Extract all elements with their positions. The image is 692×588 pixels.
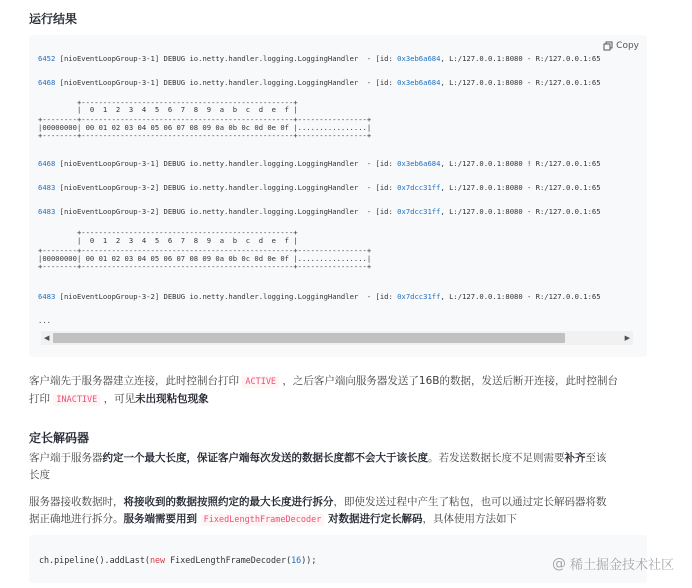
log-line <box>38 183 601 193</box>
log-text: [nioEventLoopGroup-3-1] DEBUG io.netty.handler.logging.LoggingHandler - [id: <box>55 54 398 63</box>
log-line <box>38 316 51 326</box>
log-tail: , L:/127.0.0.1:8080 ! R:/127.0.0.1:65 <box>440 159 601 168</box>
log-num: 6483 <box>38 183 56 192</box>
text: ，可见 <box>100 393 136 405</box>
code-keyword: new <box>149 555 166 565</box>
log-id: 0x7dcc31ff <box>397 183 441 192</box>
log-id: 0x3eb6a684 <box>397 78 441 87</box>
copy-label: Copy <box>616 41 639 51</box>
log-line <box>38 236 298 246</box>
log-text: [nioEventLoopGroup-3-2] DEBUG io.netty.handler.logging.LoggingHandler - [id: <box>55 207 398 216</box>
paragraph-server-decode <box>29 494 654 529</box>
log-tail: , L:/127.0.0.1:8080 - R:/127.0.0.1:65 <box>440 78 601 87</box>
horizontal-scrollbar[interactable] <box>41 331 633 345</box>
code-part: )); <box>301 555 317 565</box>
log-table-text: +-------------------------------------------------+ <box>38 98 298 107</box>
heading-decoder: 定长解码器 <box>29 431 90 445</box>
log-table-text: +--------+-------------------------------------------------+----------------+ <box>38 262 372 271</box>
heading-result: 运行结果 <box>29 12 78 26</box>
bold-text: 对数据进行定长解码 <box>324 513 423 525</box>
inline-code-active: ACTIVE <box>242 376 279 388</box>
log-table-text: | 0 1 2 3 4 5 6 7 8 9 a b c d e f | <box>38 236 298 245</box>
log-num: 6468 <box>38 159 56 168</box>
log-text: [nioEventLoopGroup-3-1] DEBUG io.netty.handler.logging.LoggingHandler - [id: <box>55 159 398 168</box>
log-num: 6483 <box>38 207 56 216</box>
log-line <box>38 292 601 302</box>
inline-code-inactive: INACTIVE <box>53 394 100 406</box>
log-tail: , L:/127.0.0.1:8080 - R:/127.0.0.1:65 <box>440 183 601 192</box>
bold-text: 未出现粘包现象 <box>135 393 209 405</box>
text: ，具体使用方法如下 <box>422 513 518 525</box>
text: 服务器接收数据时， <box>29 496 124 508</box>
watermark-text: 稀土掘金技术社区 <box>569 558 674 573</box>
log-table-text: |00000000| 00 01 02 03 04 05 06 07 08 09 0a 0b 0c 0d 0e 0f |................| <box>38 254 372 263</box>
text: 至该 <box>585 452 607 464</box>
log-table-text: | 0 1 2 3 4 5 6 7 8 9 a b c d e f | <box>38 105 298 114</box>
bold-text: 补齐 <box>564 452 586 464</box>
log-text: [nioEventLoopGroup-3-2] DEBUG io.netty.handler.logging.LoggingHandler - [id: <box>55 292 398 301</box>
at-icon: @ <box>551 555 566 572</box>
scroll-left-icon[interactable]: ◀ <box>44 334 50 342</box>
log-table-text: +--------+-------------------------------------------------+----------------+ <box>38 131 372 140</box>
scroll-right-icon[interactable]: ▶ <box>624 334 630 342</box>
copy-button[interactable] <box>603 41 639 51</box>
log-line <box>38 159 601 169</box>
log-id: 0x7dcc31ff <box>397 292 441 301</box>
copy-icon <box>603 41 613 51</box>
log-num: 6483 <box>38 292 56 301</box>
bold-text: 约定一个最大长度，保证客户端每次发送的数据长度都不会大于该长度 <box>102 452 428 464</box>
text: 长度 <box>29 469 50 481</box>
text: 客户端先于服务器建立连接，此时控制台打印 <box>29 375 243 387</box>
log-table-text: +--------+-------------------------------------------------+----------------+ <box>38 115 372 124</box>
log-id: 0x3eb6a684 <box>397 54 441 63</box>
log-id: 0x3eb6a684 <box>397 159 441 168</box>
log-tail: , L:/127.0.0.1:8080 - R:/127.0.0.1:65 <box>440 54 601 63</box>
usage-code <box>39 555 316 565</box>
watermark <box>552 554 674 573</box>
bold-text: 服务端需要用到 <box>123 513 201 525</box>
log-num: 6452 <box>38 54 56 63</box>
log-id: 0x7dcc31ff <box>397 207 441 216</box>
paragraph-max-length <box>29 450 654 484</box>
text: 客户端于服务器 <box>29 452 103 464</box>
paragraph-connection <box>29 373 654 409</box>
log-table-text: +--------+-------------------------------------------------+----------------+ <box>38 246 372 255</box>
log-table-text: |00000000| 00 01 02 03 04 05 06 07 08 09 0a 0b 0c 0d 0e 0f |................| <box>38 123 372 132</box>
log-table-text: ... <box>38 316 51 325</box>
log-text: [nioEventLoopGroup-3-1] DEBUG io.netty.handler.logging.LoggingHandler - [id: <box>55 78 398 87</box>
text: ，即使发送过程中产生了粘包，也可以通过定长解码器将数 <box>333 496 607 508</box>
log-line <box>38 54 601 64</box>
log-line <box>38 105 298 115</box>
bold-text: 将接收到的数据按照约定的最大长度进行拆分 <box>123 496 334 508</box>
code-number: 16 <box>291 555 302 565</box>
inline-code-decoder: FixedLengthFrameDecoder <box>201 514 325 526</box>
code-part: FixedLengthFrameDecoder( <box>165 555 292 565</box>
log-tail: , L:/127.0.0.1:8080 - R:/127.0.0.1:65 <box>440 207 601 216</box>
code-part: ch.pipeline().addLast( <box>39 555 150 565</box>
log-line <box>38 131 371 141</box>
log-table-text: +-------------------------------------------------+ <box>38 228 298 237</box>
scrollbar-thumb[interactable] <box>53 333 565 343</box>
text: 据正确地进行拆分。 <box>29 513 124 525</box>
log-tail: , L:/127.0.0.1:8080 - R:/127.0.0.1:65 <box>440 292 601 301</box>
log-line <box>38 262 371 272</box>
log-line <box>38 78 601 88</box>
log-code-block[interactable] <box>29 35 647 357</box>
log-text: [nioEventLoopGroup-3-2] DEBUG io.netty.handler.logging.LoggingHandler - [id: <box>55 183 398 192</box>
log-line <box>38 207 601 217</box>
text: ，之后客户端向服务器发送了16B的数据，发送后断开连接，此时控制台 <box>279 375 618 387</box>
log-num: 6468 <box>38 78 56 87</box>
text: 打印 <box>29 393 54 405</box>
text: 。若发送数据长度不足则需要 <box>428 452 565 464</box>
